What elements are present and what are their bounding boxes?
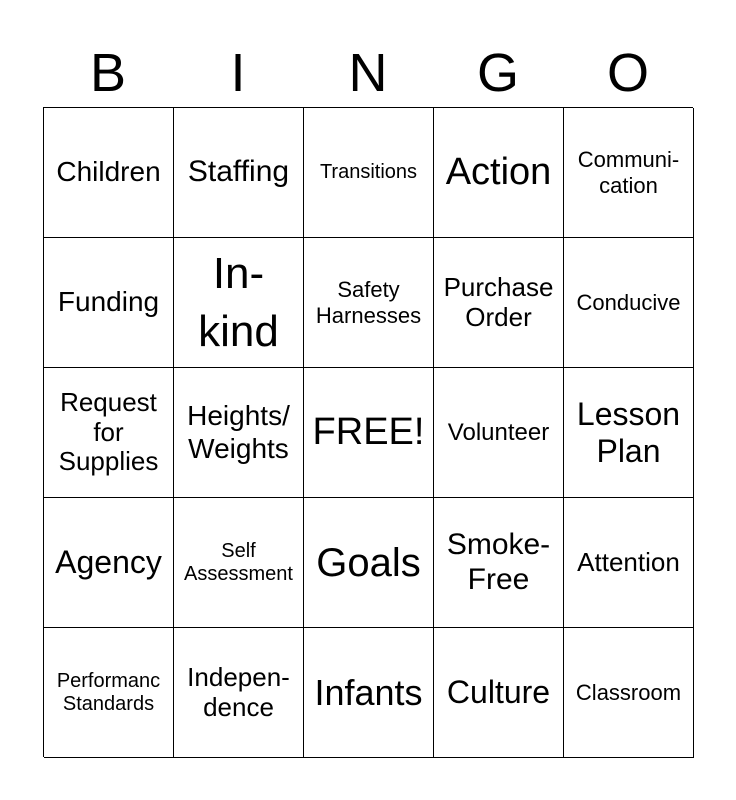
header-letter-g: G bbox=[476, 43, 519, 103]
bingo-cell[interactable]: Smoke- Free bbox=[434, 498, 564, 628]
bingo-cell[interactable]: Goals bbox=[304, 498, 434, 628]
bingo-cell[interactable]: Agency bbox=[44, 498, 174, 628]
bingo-cell[interactable]: Staffing bbox=[174, 108, 304, 238]
bingo-cell[interactable]: Lesson Plan bbox=[564, 368, 694, 498]
bingo-cell[interactable]: Children bbox=[44, 108, 174, 238]
bingo-cell[interactable]: Performanc Standards bbox=[44, 628, 174, 758]
free-space-cell[interactable]: FREE! bbox=[304, 368, 434, 498]
bingo-cell[interactable]: Indepen- dence bbox=[174, 628, 304, 758]
bingo-cell[interactable]: Attention bbox=[564, 498, 694, 628]
bingo-cell[interactable]: Culture bbox=[434, 628, 564, 758]
bingo-cell[interactable]: Action bbox=[434, 108, 564, 238]
bingo-header bbox=[43, 40, 693, 106]
bingo-cell[interactable]: Communi- cation bbox=[564, 108, 694, 238]
bingo-cell[interactable]: Funding bbox=[44, 238, 174, 368]
bingo-cell[interactable]: Safety Harnesses bbox=[304, 238, 434, 368]
bingo-cell[interactable]: Heights/ Weights bbox=[174, 368, 304, 498]
bingo-cell[interactable]: In- kind bbox=[174, 238, 304, 368]
bingo-cell[interactable]: Volunteer bbox=[434, 368, 564, 498]
bingo-board bbox=[43, 107, 693, 757]
bingo-cell[interactable]: Self Assessment bbox=[174, 498, 304, 628]
bingo-cell[interactable]: Conducive bbox=[564, 238, 694, 368]
bingo-cell[interactable]: Classroom bbox=[564, 628, 694, 758]
bingo-cell[interactable]: Purchase Order bbox=[434, 238, 564, 368]
bingo-cell[interactable]: Transitions bbox=[304, 108, 434, 238]
header-letter-n: N bbox=[348, 43, 388, 103]
bingo-cell[interactable]: Infants bbox=[304, 628, 434, 758]
header-letter-o: O bbox=[606, 43, 649, 103]
header-letter-b: B bbox=[89, 43, 127, 103]
bingo-cell[interactable]: Request for Supplies bbox=[44, 368, 174, 498]
header-letter-i: I bbox=[230, 43, 246, 103]
